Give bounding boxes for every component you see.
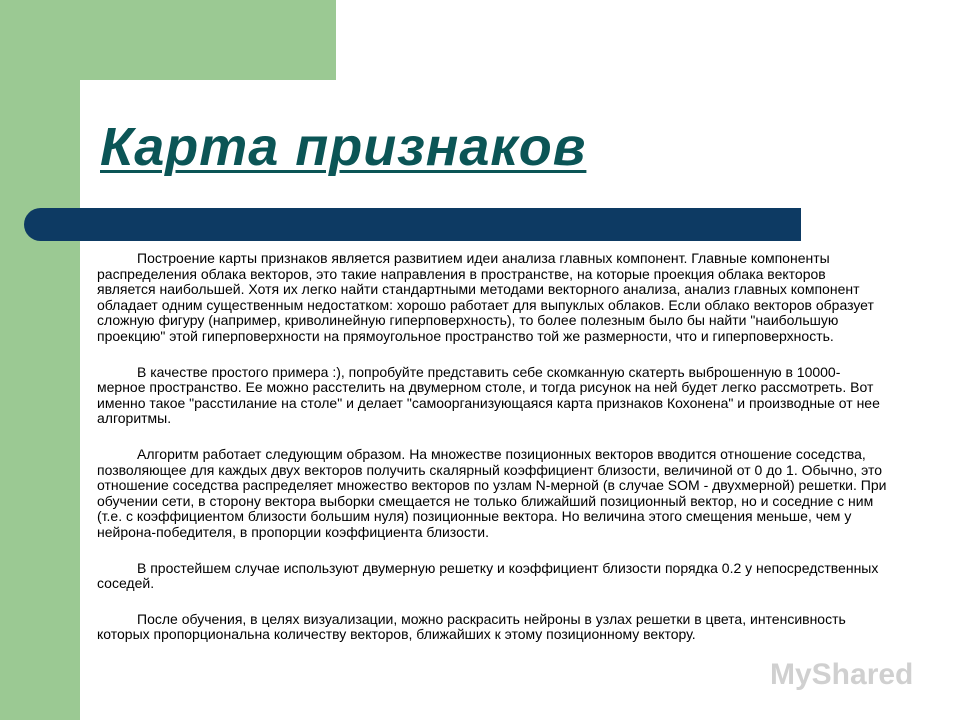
- green-side-band: [0, 0, 80, 720]
- green-top-band: [80, 0, 336, 80]
- paragraph-visualization: После обучения, в целях визуализации, можно раскрасить нейроны в узлах решетки в цвета, интенсивность которых пропорциональна количеству векторов, ближайших к этому позиционному вектору.: [97, 610, 846, 643]
- paragraph-intro: Построение карты признаков является развитием идеи анализа главных компонент. Главные компоненты распределения облака векторов, это такие направления в пространстве, на которые проекция облака векторов является наибольшей. Хотя их легко найти стандартными методами векторного анализа, анализ главных компонент обладает одним существенным недостатком: хорошо работает для выпуклых облаков. Если облако векторов образует сложную фигуру (например, криволинейную гиперповерхность), то более полезным было бы найти "наибольшую проекцию" этой гиперповерхности на прямоугольное пространство той же размерности, что и гиперповерхность.: [97, 250, 874, 344]
- slide-body: [97, 251, 887, 663]
- title-underline-bar: [24, 208, 801, 241]
- slide-title: Карта признаков: [100, 117, 587, 177]
- paragraph-algorithm: Алгоритм работает следующим образом. На множестве позиционных векторов вводится отношение соседства, позволяющее для каждых двух векторов получить скалярный коэффициент близости, величиной от 0 до 1. Обычно, это отношение соседства распределяет множество векторов по узлам N-мерной (в случае SOM - двухмерной) решетки. При обучении сети, в сторону вектора выборки смещается не только ближайший позиционный вектор, но и соседние с ним (т.е. с коэффициентом близости большим нуля) позиционные вектора. Но величина этого смещения меньше, чем у нейрона-победителя, в пропорции коэффициента близости.: [97, 445, 887, 540]
- paragraph-example: В качестве простого примера :), попробуйте представить себе скомканную скатерть выброшенную в 10000-мерное пространство. Ее можно расстелить на двумерном столе, и тогда рисунок на ней будет легко рассмотреть. Вот именно такое "расстилание на столе" и делает "самоорганизующаяся карта признаков Кохонена" и производные от нее алгоритмы.: [97, 363, 880, 427]
- paragraph-simple-case: В простейшем случае используют двумерную решетку и коэффициент близости порядка 0.2 у непосредственных соседей.: [97, 559, 879, 592]
- watermark-logo: MyShared: [770, 658, 914, 691]
